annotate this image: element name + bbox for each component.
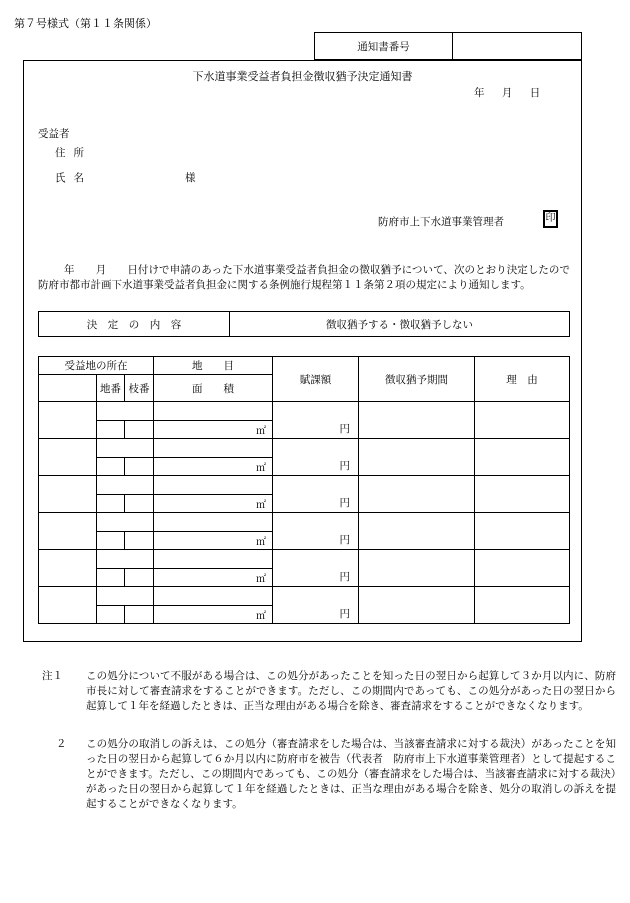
lot-number-cell[interactable]	[97, 495, 125, 513]
date-year: 年	[474, 87, 485, 99]
date-day: 日	[529, 87, 541, 99]
yen-unit: 円	[339, 534, 351, 546]
location-cell[interactable]	[39, 513, 97, 550]
form-number: 第７号様式（第１１条関係）	[14, 17, 157, 30]
area-cell[interactable]	[154, 458, 273, 476]
notice-number-box	[314, 32, 582, 60]
assessed-amount-cell[interactable]	[273, 587, 359, 624]
header-deferral-period: 徴収猶予期間	[359, 357, 475, 402]
land-category-cell[interactable]	[154, 476, 273, 495]
notice-number-field[interactable]	[453, 33, 581, 59]
area-unit: ㎡	[256, 574, 267, 585]
notice-number-label: 通知書番号	[315, 33, 453, 59]
branch-number-cell[interactable]	[125, 606, 154, 624]
header-location: 受益地の所在	[39, 357, 154, 375]
header-area: 面 積	[154, 375, 273, 402]
area-cell[interactable]	[154, 495, 273, 513]
land-category-cell[interactable]	[154, 439, 273, 458]
area-cell[interactable]	[154, 569, 273, 587]
area-unit: ㎡	[256, 463, 267, 474]
note-2-number: ２	[56, 738, 67, 750]
reason-cell[interactable]	[475, 513, 570, 550]
deferral-period-cell[interactable]	[359, 402, 475, 439]
area-unit: ㎡	[256, 426, 267, 437]
yen-unit: 円	[339, 608, 351, 620]
body-text-content: 年 月 日付けで申請のあった下水道事業受益者負担金の徴収猶予について、次のとおり決定したので防府市都市計画下水道事業受益者負担金に関する条例施行規程第１１条第２項の規定により通知します。	[38, 264, 570, 291]
lot-number-cell[interactable]	[97, 532, 125, 550]
yen-unit: 円	[339, 423, 351, 435]
area-unit: ㎡	[256, 500, 267, 511]
land-category-cell[interactable]	[154, 550, 273, 569]
honorific: 様	[185, 172, 196, 184]
branch-number-cell[interactable]	[125, 532, 154, 550]
table-row	[39, 513, 570, 532]
body-text	[38, 263, 570, 293]
table-row	[39, 402, 570, 421]
area-cell[interactable]	[154, 421, 273, 439]
assessed-amount-cell[interactable]	[273, 439, 359, 476]
location-cell[interactable]	[39, 402, 97, 439]
deferral-period-cell[interactable]	[359, 476, 475, 513]
yen-unit: 円	[339, 460, 351, 472]
table-row	[39, 550, 570, 569]
reason-cell[interactable]	[475, 587, 570, 624]
reason-cell[interactable]	[475, 476, 570, 513]
note-1	[42, 669, 616, 714]
assessed-amount-cell[interactable]	[273, 476, 359, 513]
header-land-category: 地 目	[154, 357, 273, 375]
branch-number-cell[interactable]	[125, 458, 154, 476]
header-assessed-amount: 賦課額	[273, 357, 359, 402]
table-row	[39, 476, 570, 495]
deferral-period-cell[interactable]	[359, 550, 475, 587]
name-label: 氏名	[55, 172, 92, 184]
decision-label: 決 定 の 内 容	[39, 312, 230, 337]
note-1-number: 注１	[42, 670, 63, 682]
lot-spacer	[97, 402, 154, 421]
reason-cell[interactable]	[475, 439, 570, 476]
yen-unit: 円	[339, 497, 351, 509]
header-location-blank	[39, 375, 97, 402]
reason-cell[interactable]	[475, 550, 570, 587]
note-2-text: この処分の取消しの訴えは、この処分（審査請求をした場合は、当該審査請求に対する裁決）があったことを知った日の翌日から起算して６か月以内に防府市を被告（代表者 防府市上下水道事業管理者）として提起することができます。ただし、この期間内であっても、この処分（審査請求をした場合は、当該審査請求に対する裁決）があった日の翌日から起算して１年を経過したときは、正当な理由がある場合を除き、処分の取消しの訴えを提起することができなくなります。	[86, 738, 616, 810]
note-2	[42, 737, 616, 812]
branch-number-cell[interactable]	[125, 421, 154, 439]
yen-unit: 円	[339, 571, 351, 583]
date-month: 月	[501, 87, 513, 99]
land-category-cell[interactable]	[154, 513, 273, 532]
issuer: 防府市上下水道事業管理者	[378, 216, 504, 228]
land-category-cell[interactable]	[154, 587, 273, 606]
lot-spacer	[97, 476, 154, 495]
deferral-period-cell[interactable]	[359, 513, 475, 550]
location-cell[interactable]	[39, 587, 97, 624]
area-cell[interactable]	[154, 606, 273, 624]
table-row	[39, 439, 570, 458]
location-cell[interactable]	[39, 476, 97, 513]
lot-spacer	[97, 550, 154, 569]
area-cell[interactable]	[154, 532, 273, 550]
land-category-cell[interactable]	[154, 402, 273, 421]
header-branch-number: 枝番	[125, 375, 154, 402]
note-1-text: この処分について不服がある場合は、この処分があったことを知った日の翌日から起算して３か月以内に、防府市長に対して審査請求をすることができます。ただし、この期間内であっても、この処分があった日の翌日から起算して１年を経過したときは、正当な理由がある場合を除き、審査請求をすることができなくなります。	[86, 670, 616, 712]
assessed-amount-cell[interactable]	[273, 513, 359, 550]
branch-number-cell[interactable]	[125, 569, 154, 587]
reason-cell[interactable]	[475, 402, 570, 439]
lot-number-cell[interactable]	[97, 421, 125, 439]
payer-label: 受益者	[38, 128, 70, 140]
deferral-period-cell[interactable]	[359, 439, 475, 476]
seal-mark: 印	[543, 210, 558, 228]
location-cell[interactable]	[39, 439, 97, 476]
assessed-amount-cell[interactable]	[273, 550, 359, 587]
address-label: 住所	[55, 147, 92, 159]
decision-table	[38, 311, 570, 337]
header-reason: 理 由	[475, 357, 570, 402]
document-title: 下水道事業受益者負担金徴収猶予決定通知書	[192, 70, 413, 83]
decision-value[interactable]: 徴収猶予する・徴収猶予しない	[230, 312, 570, 337]
land-table	[38, 356, 570, 624]
lot-number-cell[interactable]	[97, 606, 125, 624]
lot-spacer	[97, 439, 154, 458]
header-lot-number: 地番	[97, 375, 125, 402]
area-unit: ㎡	[256, 611, 267, 622]
location-cell[interactable]	[39, 550, 97, 587]
area-unit: ㎡	[256, 537, 267, 548]
deferral-period-cell[interactable]	[359, 587, 475, 624]
issue-date	[474, 85, 540, 100]
table-row	[39, 587, 570, 606]
lot-number-cell[interactable]	[97, 569, 125, 587]
branch-number-cell[interactable]	[125, 495, 154, 513]
lot-spacer	[97, 513, 154, 532]
lot-spacer	[97, 587, 154, 606]
lot-number-cell[interactable]	[97, 458, 125, 476]
assessed-amount-cell[interactable]	[273, 402, 359, 439]
